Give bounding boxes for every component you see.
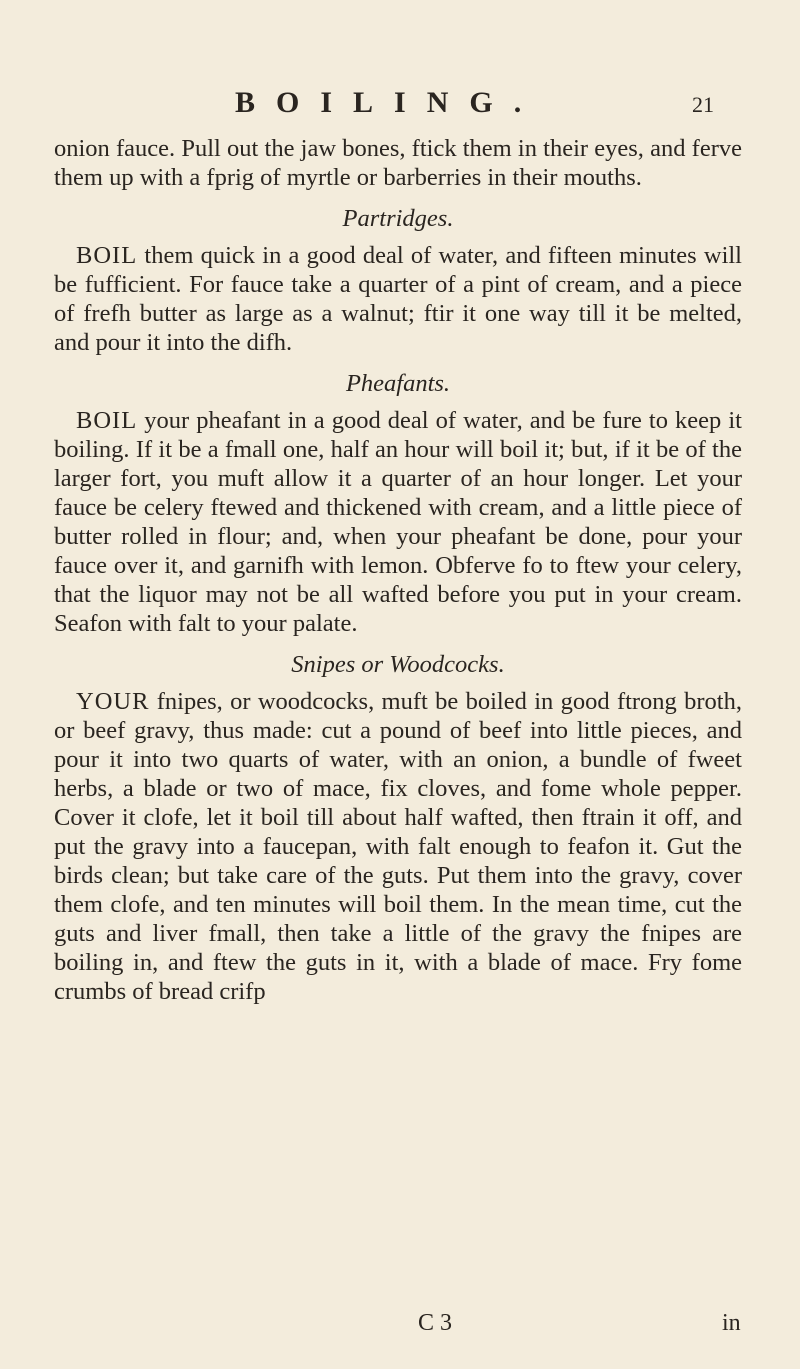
paragraph-pheasants — [54, 406, 742, 638]
paragraph-body: your pheafant in a good deal of water, and be fure to keep it boiling. If it be a fmall one, half an hour will boil it; but, if it be of the larger fort, you muft allow it a quarter of an hour longer. Let your fauce be celery ftewed and thickened with cream, and a little piece of butter rolled in flour; and, when your pheafant be done, pour your fauce over it, and garnifh with lemon. Obferve fo to ftew your celery, that the liquor may not be all wafted before you put in your cream. Seafon with falt to your palate. — [54, 407, 742, 637]
paragraph-body: them quick in a good deal of water, and fifteen minutes will be fufficient. For fauce take a quarter of a pint of cream, and a piece of frefh butter as large as a walnut; ftir it one way till it be melted, and pour it into the difh. — [54, 242, 742, 356]
body-text — [54, 134, 742, 1006]
lead-word: BOIL — [76, 407, 138, 434]
page-header — [0, 86, 800, 122]
lead-word: BOIL — [76, 242, 138, 269]
page-number: 21 — [692, 92, 714, 117]
signature-mark: C 3 — [418, 1310, 453, 1336]
paragraph-partridges — [54, 241, 742, 357]
paragraph-snipes-woodcocks — [54, 687, 742, 1006]
running-title: BOILING. — [235, 86, 543, 119]
heading-snipes-woodcocks: Snipes or Woodcocks. — [291, 651, 505, 678]
paragraph-onion-sauce: onion fauce. Pull out the jaw bones, ftick them in their eyes, and ferve them up with a fprig of myrtle or barberries in their mouths. — [54, 135, 742, 191]
lead-word: YOUR — [76, 688, 150, 715]
heading-pheasants: Pheafants. — [345, 370, 451, 397]
page-footer — [0, 1310, 800, 1344]
heading-partridges: Partridges. — [342, 205, 454, 232]
paragraph-body: fnipes, or woodcocks, muft be boiled in good ftrong broth, or beef gravy, thus made: cut a pound of beef into little pieces, and pour it into two quarts of water, with an onion, a bundle of fweet herbs, a blade or two of mace, fix cloves, and fome whole pepper. Cover it clofe, let it boil till about half wafted, then ftrain it off, and put the gravy into a faucepan, with falt enough to feafon it. Gut the birds clean; but take care of the guts. Put them into the gravy, cover them clofe, and ten minutes will boil them. In the mean time, cut the guts and liver fmall, then take a little of the gravy the fnipes are boiling in, and ftew the guts in it, with a blade of mace. Fry fome crumbs of bread crifp — [54, 688, 742, 1005]
catchword: in — [722, 1310, 741, 1336]
